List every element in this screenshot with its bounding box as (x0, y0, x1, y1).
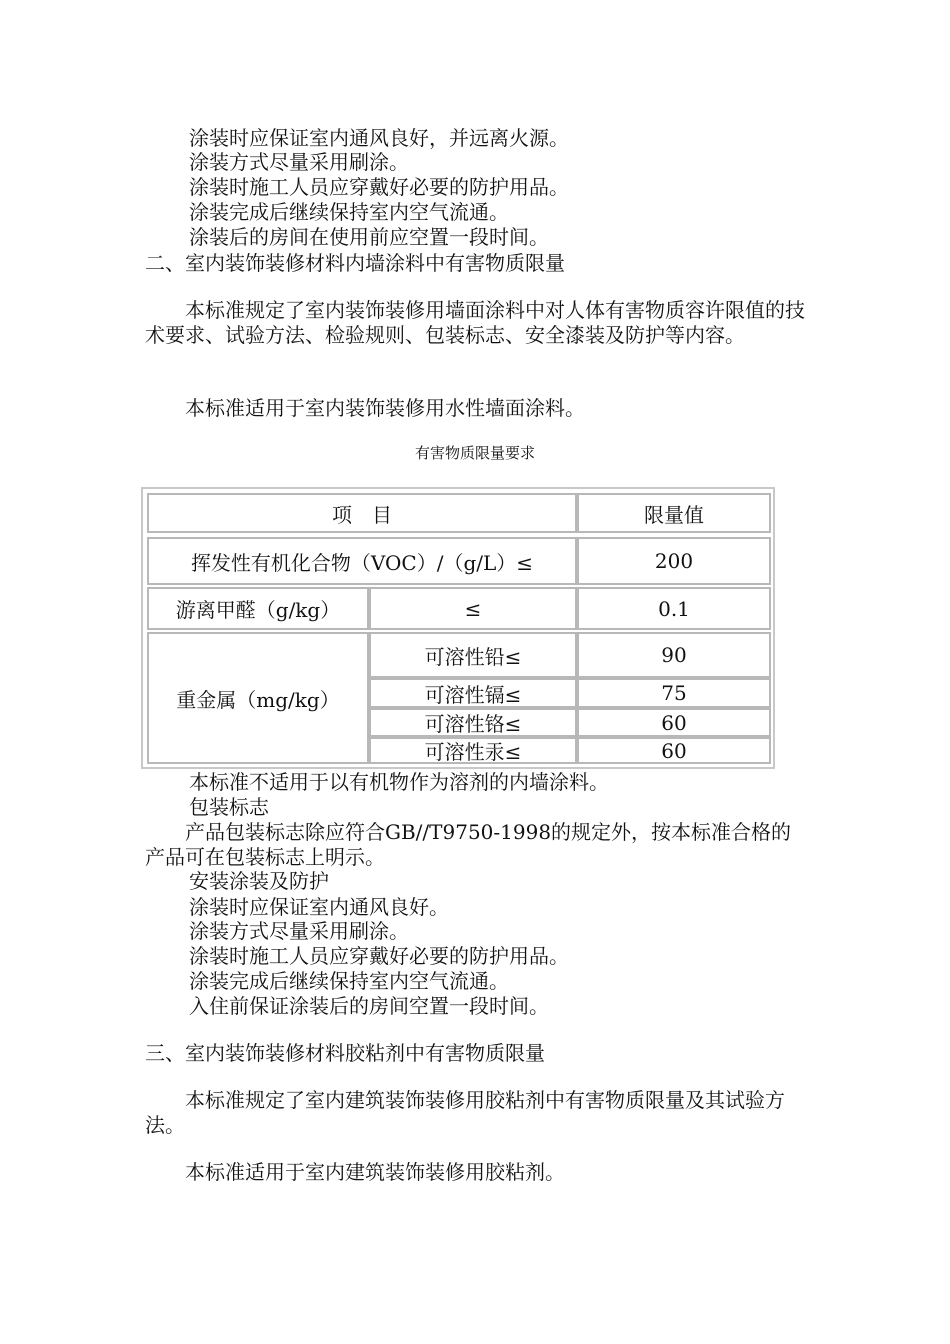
metal-name: 可溶性镉≤ (369, 678, 577, 708)
install-item: 涂装时施工人员应穿戴好必要的防护用品。 (189, 944, 569, 968)
section2-scope-paragraph: 本标准规定了室内装饰装修用墙面涂料中对人体有害物质容许限值的技术要求、试验方法、检验规则、包装标志、安全漆装及防护等内容。 (145, 298, 805, 347)
metal-name: 可溶性汞≤ (369, 737, 577, 764)
table-caption: 有害物质限量要求 (414, 444, 535, 462)
install-item: 涂装完成后继续保持室内空气流通。 (189, 969, 509, 993)
section2-heading: 二、室内装饰装修材料内墙涂料中有害物质限量 (145, 251, 565, 275)
section1-line: 涂装时施工人员应穿戴好必要的防护用品。 (189, 175, 569, 199)
packaging-paragraph: 产品包装标志除应符合GB//T9750-1998的规定外，按本标准合格的产品可在包装标志上明示。 (145, 820, 792, 869)
not-applicable-line: 本标准不适用于以有机物作为溶剂的内墙涂料。 (189, 770, 609, 794)
install-item: 涂装方式尽量采用刷涂。 (189, 919, 409, 943)
voc-label: 挥发性有机化合物（VOC）/（g/L）≤ (147, 537, 577, 585)
formaldehyde-label: 游离甲醛（g/kg） (147, 587, 369, 630)
section1-line: 涂装后的房间在使用前应空置一段时间。 (189, 225, 549, 249)
metal-value: 75 (577, 678, 771, 708)
metal-name: 可溶性铬≤ (369, 708, 577, 737)
section3-heading: 三、室内装饰装修材料胶粘剂中有害物质限量 (145, 1041, 545, 1065)
harmful-substance-table (141, 487, 775, 769)
packaging-heading: 包装标志 (189, 795, 269, 819)
install-item: 入住前保证涂装后的房间空置一段时间。 (189, 994, 549, 1018)
metal-name: 可溶性铅≤ (369, 632, 577, 678)
metal-value: 90 (577, 632, 771, 678)
header-limit: 限量值 (577, 493, 771, 533)
install-item: 涂装时应保证室内通风良好。 (189, 895, 449, 919)
metal-value: 60 (577, 708, 771, 737)
section1-line: 涂装方式尽量采用刷涂。 (189, 150, 409, 174)
metal-value: 60 (577, 737, 771, 764)
heavy-metal-label: 重金属（mg/kg） (147, 632, 369, 764)
formaldehyde-value: 0.1 (577, 587, 771, 630)
section1-line: 涂装时应保证室内通风良好，并远离火源。 (189, 126, 569, 150)
section3-scope-paragraph: 本标准规定了室内建筑装饰装修用胶粘剂中有害物质限量及其试验方法。 (145, 1088, 785, 1137)
section2-applies-paragraph: 本标准适用于室内装饰装修用水性墙面涂料。 (145, 396, 585, 420)
header-item: 项 目 (147, 493, 577, 533)
formaldehyde-operator: ≤ (369, 587, 577, 630)
install-heading: 安装涂装及防护 (189, 869, 329, 893)
section1-line: 涂装完成后继续保持室内空气流通。 (189, 200, 509, 224)
section3-applies-paragraph: 本标准适用于室内建筑装饰装修用胶粘剂。 (145, 1160, 565, 1184)
voc-value: 200 (577, 537, 771, 585)
